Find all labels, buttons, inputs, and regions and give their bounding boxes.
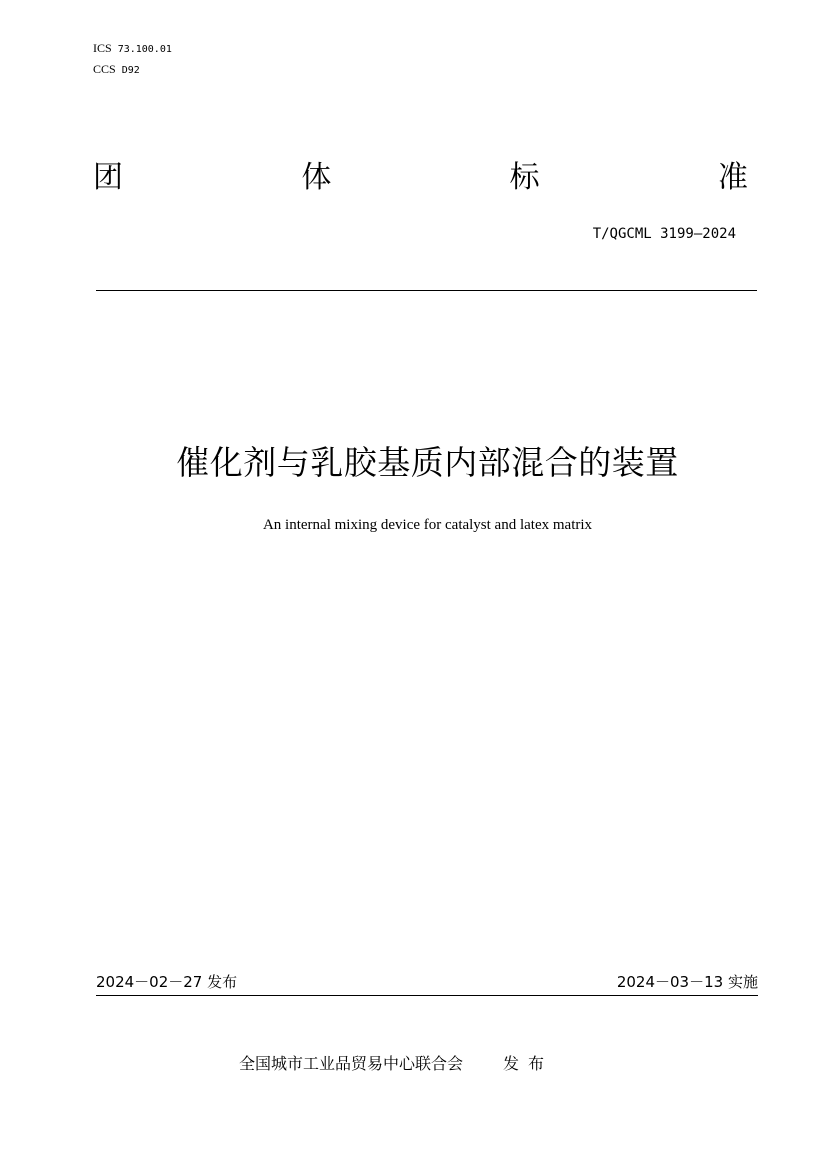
- ics-classification: [93, 41, 172, 57]
- standard-type-char: 标: [509, 160, 540, 195]
- issue-label: 发布: [207, 973, 238, 991]
- ccs-code: D92: [121, 65, 140, 76]
- standard-number: T/QGCML 3199—2024: [592, 226, 736, 242]
- issue-date-line: [96, 972, 237, 992]
- implementation-label: 实施: [727, 973, 758, 991]
- standard-type-heading: [93, 160, 748, 196]
- implementation-date: 2024－03－13: [616, 973, 724, 991]
- publisher-name: 全国城市工业品贸易中心联合会: [239, 1054, 464, 1073]
- document-title-english: An internal mixing device for catalyst and latex matrix: [262, 517, 593, 533]
- ics-code: 73.100.01: [117, 44, 172, 55]
- ics-label: ICS: [93, 41, 112, 55]
- publisher-action: 发布: [503, 1054, 554, 1073]
- footer-divider: [96, 995, 758, 996]
- standard-type-char: 体: [301, 160, 332, 195]
- standard-type-char: 准: [717, 160, 748, 195]
- document-title-chinese: 催化剂与乳胶基质内部混合的装置: [176, 443, 679, 482]
- implementation-date-line: [617, 972, 758, 992]
- publisher-line: [239, 1053, 553, 1075]
- ccs-classification: [93, 62, 140, 78]
- header-divider: [96, 290, 757, 291]
- standard-type-char: 团: [93, 160, 123, 195]
- issue-date: 2024－02－27: [96, 973, 203, 991]
- ccs-label: CCS: [93, 62, 116, 76]
